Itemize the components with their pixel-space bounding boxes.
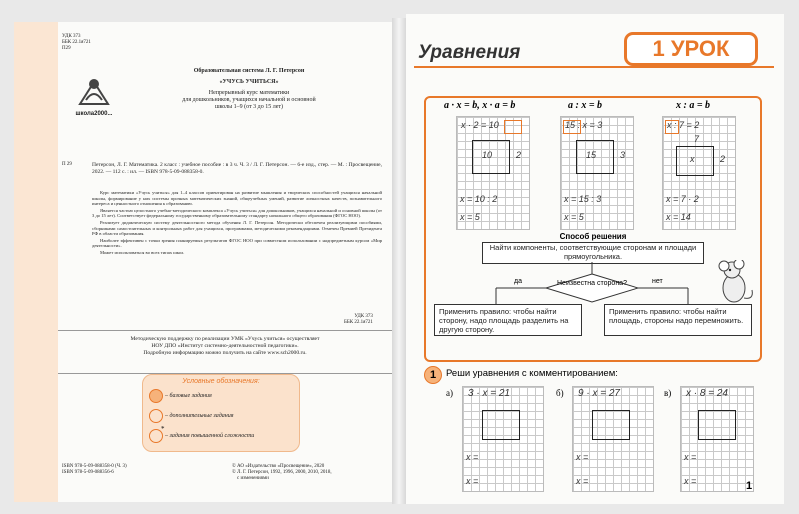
publisher-block: Образовательная система Л. Г. Петерсон «УЧУСЬ УЧИТЬСЯ» Непрерывный курс математики для дошкольников, учащихся начальной и основной школы 1–9 (от 3 до 15 лет): [182, 68, 316, 110]
book-gutter: [392, 18, 406, 504]
formula-3: x : a = b: [676, 100, 711, 111]
title-underline: [414, 66, 774, 68]
task-c-rectangle: [698, 410, 736, 440]
task-b-equation: 9 · x = 27: [578, 388, 620, 399]
ex3-side-right: 2: [720, 154, 726, 164]
formula-2: a : x = b: [568, 100, 603, 111]
task-c-equation: x · 8 = 24: [686, 388, 728, 399]
ex1-step2: x = 5: [460, 212, 480, 222]
ex3-step2: x = 14: [666, 212, 691, 222]
legend-box: [142, 374, 300, 452]
task-c-x2: x =: [684, 476, 697, 486]
flow-step-1: Найти компоненты, соответствующие сторонам и площади прямоугольника.: [482, 242, 704, 264]
left-page: [14, 22, 392, 502]
task-a-equation: 3 · x = 21: [468, 388, 510, 399]
task-text: Реши уравнения с комментированием:: [446, 368, 618, 379]
ex2-step2: x = 5: [564, 212, 584, 222]
orange-margin-strip: [14, 22, 58, 502]
task-a-label: а): [446, 388, 453, 398]
flow-question: Неизвестна сторона?: [557, 280, 627, 287]
ex2-top: 15 : x = 3: [565, 120, 603, 130]
mouse-illustration: [708, 260, 758, 306]
task-a-x2: x =: [466, 476, 479, 486]
udk-bottom: УДК 373 ББК 22.1я721: [344, 314, 373, 325]
annotation-block: Курс математики «Учусь учиться» для 1–4 классов ориентирован на развитие мышления и творческих способностей учащихся начальной школы, формирование у них системы прочных математических знаний, общеучебных умений, развитие личностных качеств, познавательного интереса и ценностного отношения к образованию. Является частью целостного учебно-методического комплекса «Учусь учиться» для дошкольников, учащихся начальной и основной школы (от 3 до 15 лет). Соответствует федеральному государственному образовательному стандарту начального общего образования (ФГОС НОО). Реализует дидактическую систему деятельностного метода обучения Л. Г. Петерсон. Методически обеспечен реализующими пособиями, сборниками самостоятельных и контрольных работ для учащихся, программами, методическими рекомендациями. Отмечен Премией Президента РФ в области образования. Наиболее эффективен с точки зрения планируемых результатов ФГОС НОО при совместном использовании с надпредметным курсом «Мир деятельности». Может использоваться во всех типах школ.: [92, 190, 382, 255]
page-number: 1: [746, 480, 753, 492]
ex3-side-top: 7: [694, 134, 700, 144]
school-2000-logo: школа2000...: [70, 70, 118, 116]
legend-item-extra: – дополнительные задания: [165, 413, 234, 419]
task-c-x1: x =: [684, 452, 697, 462]
legend-item-basic: – базовые задания: [165, 393, 212, 399]
task-a-x1: x =: [466, 452, 479, 462]
ex3-area: x: [690, 154, 695, 164]
ex3-top: x : 7 = 2: [667, 120, 700, 130]
catalog-code: П 29: [62, 162, 72, 167]
task-b-label: б): [556, 388, 564, 398]
legend-item-hard: – задания повышенной сложности: [165, 433, 255, 439]
task-b-rectangle: [592, 410, 630, 440]
ex3-step1: x = 7 · 2: [666, 194, 699, 204]
legend-circle-filled: [149, 389, 163, 403]
copyright-block: © АО «Издательство «Просвещение», 2020 © Л. Г. Петерсон, 1992, 1996, 2000, 2010, 2018, с изменениями: [232, 464, 332, 481]
task-c-label: в): [664, 388, 672, 398]
ex2-side: 3: [620, 150, 626, 160]
right-page: [406, 14, 784, 504]
legend-title: Условные обозначения:: [182, 378, 260, 385]
ex2-step1: x = 15 : 3: [564, 194, 602, 204]
isbn-block: ISBN 978-5-09-088358-0 (Ч. 3) ISBN 978-5-09-088356-6: [62, 464, 127, 475]
ex1-step1: x = 10 : 2: [460, 194, 498, 204]
support-box: Методическую поддержку по реализации УМК «Учусь учиться» осуществляет НОУ ДПО «Институт системно-деятельностной педагогики». Подробную информацию можно получить на сайте www.sch2000.ru.: [58, 330, 392, 374]
formula-1: a · x = b, x · a = b: [444, 100, 516, 111]
rule-frame: [424, 96, 762, 362]
ex1-side: 2: [516, 150, 522, 160]
ex1-top: x · 2 = 10: [461, 120, 499, 130]
bibliographic-record: Петерсон, Л. Г. Математика. 2 класс : учебное пособие : в 3 ч. Ч. 3 / Л. Г. Петерсон. — 6-е изд., стер. — М. : Просвещение, 2022. — 112 с. : ил. — ISBN 978-5-09-088358-0.: [92, 162, 382, 175]
flow-no: нет: [652, 278, 663, 285]
task-b-x2: x =: [576, 476, 589, 486]
legend-circle-star: *: [149, 429, 163, 443]
page-title: Уравнения: [418, 42, 521, 63]
task-number-circle: 1: [424, 366, 442, 384]
legend-circle-outline: [149, 409, 163, 423]
flow-no-box: Применить правило: чтобы найти площадь, стороны надо перемножить.: [604, 304, 752, 336]
task-a-rectangle: [482, 410, 520, 440]
flow-yes-box: Применить правило: чтобы найти сторону, надо площадь разделить на другую сторону.: [434, 304, 582, 336]
ex1-area: 10: [482, 150, 493, 160]
task-area: [446, 388, 746, 488]
ex2-area: 15: [586, 150, 597, 160]
udk-block: УДК 373 ББК 22.1я721 П29: [62, 34, 91, 51]
task-b-x1: x =: [576, 452, 589, 462]
flow-yes: да: [514, 278, 522, 285]
method-title: Способ решения: [559, 232, 627, 241]
ex3-rectangle: [676, 146, 714, 176]
lesson-badge: 1 УРОК: [624, 32, 758, 66]
highlight-box-1: [504, 120, 522, 134]
